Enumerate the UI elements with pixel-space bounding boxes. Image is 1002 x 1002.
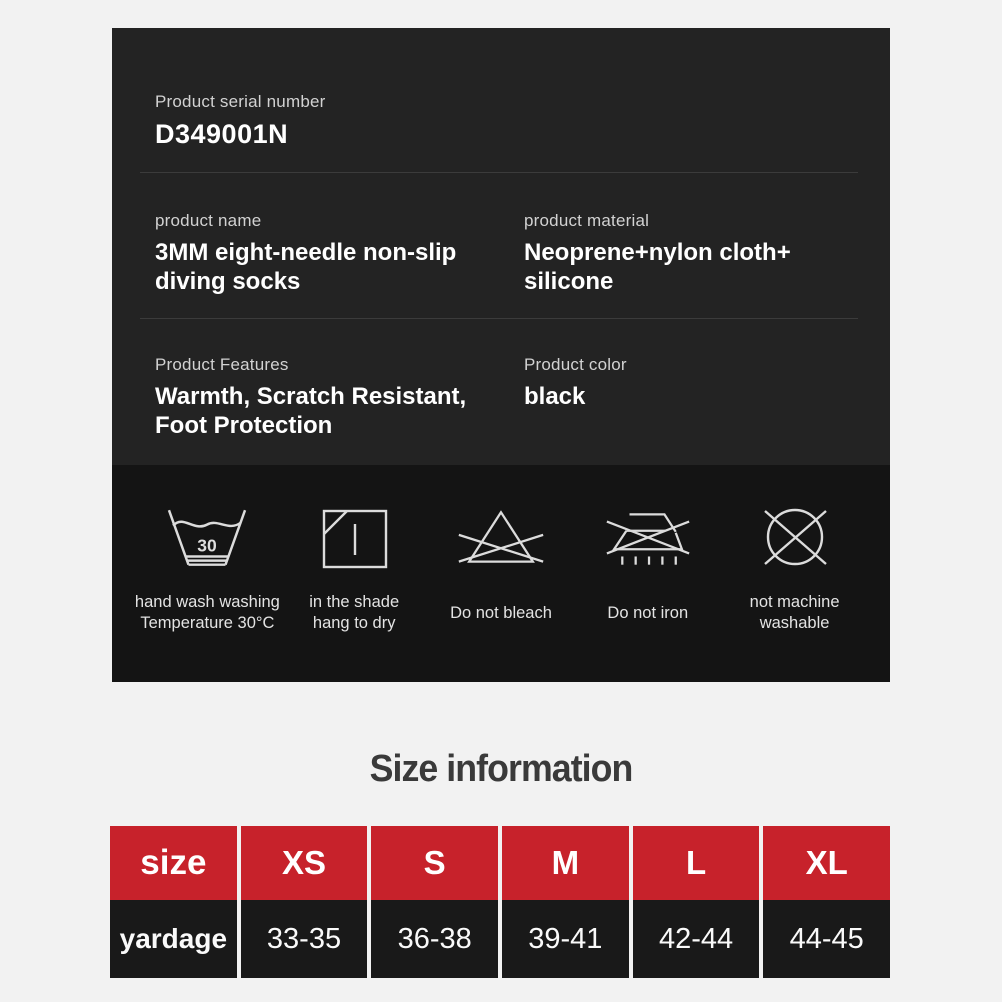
product-details-panel	[112, 28, 890, 465]
size-header-cell: size	[110, 826, 237, 900]
divider	[140, 318, 858, 319]
care-label-line: washable	[759, 614, 830, 632]
shade-dry-icon	[314, 499, 394, 579]
care-label-line: Do not bleach	[450, 603, 552, 622]
care-label	[309, 591, 399, 635]
product-material-field	[524, 211, 860, 296]
size-information-title: Size information	[369, 748, 633, 790]
svg-text:30: 30	[197, 535, 218, 556]
product-material-value: Neoprene+nylon cloth+ silicone	[524, 239, 791, 295]
size-header-cell: L	[633, 826, 760, 900]
care-label-line: hang to dry	[312, 614, 396, 632]
features-color-row	[155, 355, 860, 440]
no-machine-wash-icon	[750, 499, 840, 579]
size-header-cell: XL	[763, 826, 890, 900]
care-label	[750, 591, 840, 635]
size-table	[110, 826, 890, 978]
size-table-column-m	[502, 826, 629, 978]
care-item-hand-wash	[134, 499, 281, 682]
product-features-field	[155, 355, 524, 440]
care-item-shade-dry	[281, 499, 428, 682]
product-name-value: 3MM eight-needle non-slip diving socks	[155, 239, 457, 295]
do-not-iron-icon	[601, 499, 695, 579]
care-label-line: Do not iron	[607, 603, 689, 622]
product-features-label: Product Features	[155, 355, 289, 374]
product-name-label: product name	[155, 211, 262, 230]
divider	[140, 172, 858, 173]
care-label-line: hand wash washing	[134, 593, 280, 611]
size-table-column-labels	[110, 826, 237, 978]
yardage-value-cell: 39-41	[502, 900, 629, 978]
yardage-value-cell: 33-35	[241, 900, 368, 978]
care-item-no-bleach	[428, 499, 575, 682]
size-table-column-xs	[241, 826, 368, 978]
size-table-column-s	[371, 826, 498, 978]
yardage-value-cell: 44-45	[763, 900, 890, 978]
care-label-line: not machine	[749, 593, 840, 611]
product-color-value: black	[524, 383, 586, 410]
care-instructions-band	[112, 465, 890, 682]
size-header-cell: S	[371, 826, 498, 900]
size-header-cell: M	[502, 826, 629, 900]
do-not-bleach-icon	[454, 499, 548, 579]
care-label-line: in the shade	[309, 593, 400, 611]
care-label	[607, 591, 688, 635]
care-item-no-iron	[574, 499, 721, 682]
serial-number-block	[155, 92, 860, 150]
name-material-row	[155, 211, 860, 296]
care-label	[450, 591, 552, 635]
product-color-label: Product color	[524, 355, 627, 374]
care-label	[135, 591, 280, 635]
serial-number-value: D349001N	[155, 119, 289, 149]
product-info-card	[112, 28, 890, 682]
product-features-value: Warmth, Scratch Resistant, Foot Protection	[155, 383, 467, 439]
hand-wash-basin-icon	[160, 499, 254, 579]
product-name-field	[155, 211, 524, 296]
yardage-value-cell: 36-38	[371, 900, 498, 978]
product-material-label: product material	[524, 211, 650, 230]
yardage-row-label: yardage	[110, 900, 237, 978]
size-header-cell: XS	[241, 826, 368, 900]
care-label-line: Temperature 30°C	[140, 614, 275, 632]
care-item-no-machine-wash	[721, 499, 868, 682]
product-color-field	[524, 355, 860, 440]
size-table-column-xl	[763, 826, 890, 978]
serial-number-label: Product serial number	[155, 92, 326, 111]
size-table-column-l	[633, 826, 760, 978]
yardage-value-cell: 42-44	[633, 900, 760, 978]
